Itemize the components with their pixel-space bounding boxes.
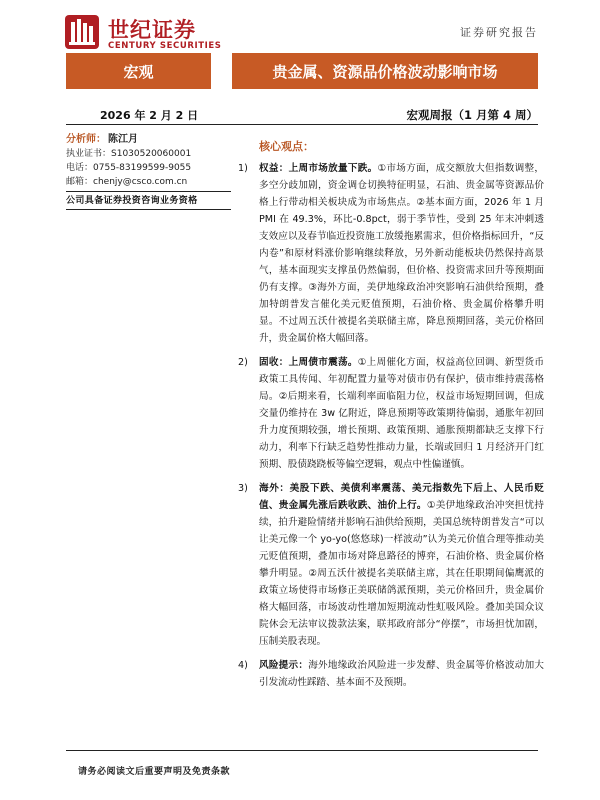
section-number: 1) [238, 163, 248, 174]
report-date: 2026 年 2 月 2 日 [100, 109, 199, 122]
section-number: 4) [238, 660, 248, 671]
section-number: 2) [238, 357, 248, 368]
section-text [259, 480, 544, 650]
section-equity [232, 160, 544, 347]
section-body: 海外地缘政治风险进一步发酵、贵金属等价格波动加大引发流动性踩踏、基本面不及预期。 [259, 660, 545, 688]
section-risk [232, 657, 544, 691]
section-lead: 风险提示： [259, 660, 309, 671]
section-fixed-income [232, 354, 544, 473]
section-lead: 固收：上周债市震荡。 [259, 357, 358, 368]
core-title: 核心观点： [259, 140, 314, 153]
analyst-name: 陈江月 [108, 134, 138, 145]
core-viewpoints [232, 138, 544, 698]
license-line [66, 147, 231, 161]
section-text [259, 354, 544, 473]
section-body: ①市场方面，成交额放大但指数调整，多空分歧加剧，资金调仓切换特征明显，石油、贵金属等资源品价格上行带动相关板块成为市场焦点。②基本面方面，2026 年 1 月 PMI 在 49.3%，环比-0.8pct，弱于季节性，受到 25 年末冲刺透支效应以及春节临近投资施工放缓拖累需求，但价格指标回升，“反内卷”和原材料涨价影响继续释放，另外新动能板块仍然保持高景气，基本面现实支撑虽仍然偏弱，但价格、投资需求回升等预期面仍有支撑。③海外方面，美伊地缘政治冲突影响石油供给预期，叠加特朗普发言催化美元贬值预期，石油价格、贵金属价格攀升明显。不过周五沃什被提名美联储主席，降息预期回落，美元价格回升，贵金属价格大幅回落。 [259, 163, 544, 344]
divider [66, 124, 538, 125]
section-lead: 海外：美股下跌、美债利率震荡、美元指数先下后上、人民币贬值、贵金属先涨后跌收跌、油价上行。 [259, 483, 544, 511]
section-overseas [232, 480, 544, 650]
phone-label: 电话： [66, 163, 94, 173]
email-label: 邮箱： [66, 177, 94, 187]
section-number: 3) [238, 483, 248, 494]
qualification-statement: 公司具备证券投资咨询业务资格 [66, 196, 198, 206]
phone-line [66, 161, 231, 175]
email-line [66, 175, 231, 189]
divider [66, 209, 231, 210]
section-lead: 权益：上周市场放量下跌。 [259, 163, 378, 174]
license-label: 执业证书： [66, 149, 112, 159]
divider [66, 191, 231, 192]
brand-name-en: CENTURY SECURITIES [108, 41, 222, 51]
category-label: 宏观 [123, 62, 154, 81]
disclaimer-link[interactable]: 请务必阅读文后重要声明及免责条款 [78, 767, 231, 777]
brand-logo [64, 14, 234, 54]
section-text [259, 160, 544, 347]
section-body: ①上周催化方面，权益高位回调、新型货币政策工具传闻、年初配置力量等对债市仍有保护，债市维持震荡格局。②后期来看，长端利率面临阻力位，权益市场短期回调，但成交量仍维持在 3w 亿附近，降息预期等政策期待偏弱，通胀年初回升力度预期较强，增长预期、政策预期、通胀预期都缺乏支撑下行动力，利率下行缺乏趋势性推动力量，长端或回归 1 月经济开门红预期、股债跷跷板等偏空逻辑，观点中性偏谨慎。 [259, 357, 544, 470]
report-type: 证券研究报告 [460, 26, 538, 39]
analyst-sidebar [66, 133, 231, 210]
email-link[interactable]: chenjy@csco.com.cn [93, 177, 188, 187]
report-title: 贵金属、资源品价格波动影响市场 [272, 62, 498, 81]
report-kind: 宏观周报（1 月第 4 周） [406, 108, 538, 122]
section-body: ①美伊地缘政治冲突担忧持续，拍升避险情绪并影响石油供给预期，美国总统特朗普发言“可以让美元像一个 yo-yo(悠悠球)一样波动”认为美元价值合理等推动美元贬值预期，叠加市场对降息路径的博弈，石油价格、贵金属价格攀升明显。②周五沃什被提名美联储主席，其在任职期间偏鹰派的政策立场使得市场修正美联储鸽派预期，美元价格回升，贵金属价格大幅回落，市场波动性增加短期流动性虹吸风险。叠加美国众议院休会无法审议拨款法案，联邦政府部分“停摆”，市场担忧加剧，压制美股表现。 [259, 500, 544, 647]
license-number: S1030520060001 [111, 149, 192, 159]
title-band [232, 53, 538, 89]
analyst-line [66, 133, 231, 147]
divider [66, 750, 538, 751]
category-band [66, 53, 211, 89]
century-securities-logo-icon [64, 14, 100, 50]
phone-number: 0755-83199599-9055 [93, 163, 192, 173]
brand-name-cn: 世纪证券 [108, 18, 196, 42]
analyst-label: 分析师： [66, 134, 106, 145]
section-text [259, 657, 544, 691]
